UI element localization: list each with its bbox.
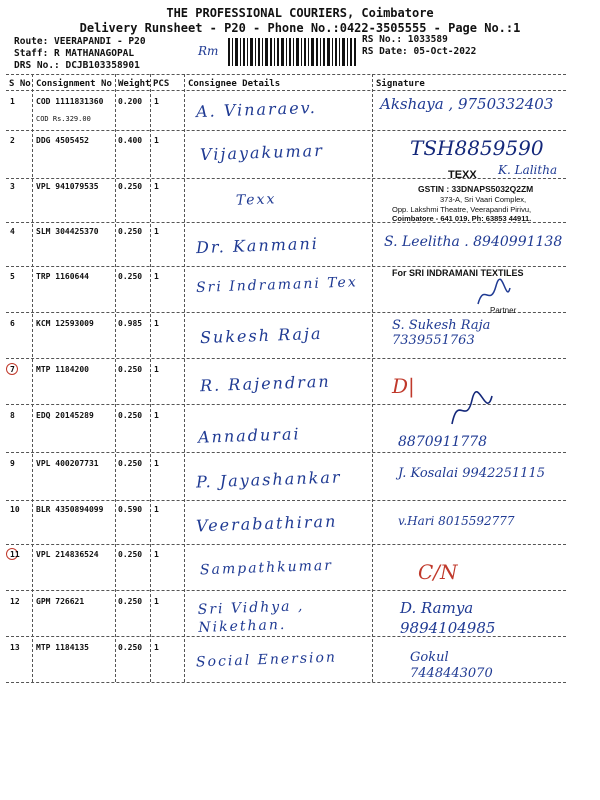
row-pcs: 1 xyxy=(154,505,159,514)
row-consignee: P. Jayashankar xyxy=(195,467,342,492)
row-consignee: Annadurai xyxy=(197,424,301,447)
delivery-signature-scribble xyxy=(446,390,496,430)
row-signature: C/N xyxy=(418,560,458,584)
col-header-sno: S No xyxy=(9,79,31,89)
row-consignment: GPM 726621 xyxy=(36,597,85,606)
row-weight: 0.250 xyxy=(118,365,143,374)
row-consignee: A. Vinaraev. xyxy=(195,97,318,122)
row-consignment: DDG 4505452 xyxy=(36,136,89,145)
row-consignee: Sri Vidhya , Nikethan. xyxy=(197,598,305,636)
row-sno: 5 xyxy=(10,272,15,281)
row-pcs: 1 xyxy=(154,643,159,652)
row-sno: 9 xyxy=(10,459,15,468)
col-header-signature: Signature xyxy=(376,79,425,89)
row-signature: D| xyxy=(392,374,415,398)
row-signature: TSH8859590 xyxy=(410,136,544,160)
row-weight: 0.400 xyxy=(118,136,143,145)
row-sno: 13 xyxy=(10,643,20,652)
row-consignee: Vijayakumar xyxy=(199,140,325,165)
col-header-consignee: Consignee Details xyxy=(188,79,281,89)
row-consignee: Texx xyxy=(235,191,277,209)
handwritten-note: Rm xyxy=(198,44,219,58)
row-sno: 12 xyxy=(10,597,20,606)
barcode xyxy=(228,38,356,66)
partner-label: Partner xyxy=(490,306,517,315)
row-weight: 0.250 xyxy=(118,411,143,420)
row-consignment: VPL 400207731 xyxy=(36,459,99,468)
col-header-pcs: PCS xyxy=(153,79,170,89)
texx-address-line3: Coimbatore - 641 019. Ph: 63853 44911. xyxy=(392,214,532,223)
row-consignee: Dr. Kanmani xyxy=(195,233,320,258)
rs-number: RS No.: 1033589 xyxy=(362,34,448,45)
row-sno: 3 xyxy=(10,182,15,191)
row-sno: 7 xyxy=(10,365,15,374)
row-consignment: SLM 304425370 xyxy=(36,227,99,236)
row-consignee: R. Rajendran xyxy=(199,371,331,396)
row-weight: 0.250 xyxy=(118,459,143,468)
row-weight: 0.250 xyxy=(118,550,143,559)
partner-signature-scribble xyxy=(474,278,514,310)
row-pcs: 1 xyxy=(154,97,159,106)
row-pcs: 1 xyxy=(154,227,159,236)
row-signature: J. Kosalai 9942251115 xyxy=(398,466,545,481)
row-consignee: Sukesh Raja xyxy=(199,323,323,348)
row-signature: 8870911778 xyxy=(398,434,488,450)
row-signature: D. Ramya 9894104985 xyxy=(400,599,496,637)
texx-stamp-name: TEXX xyxy=(448,169,477,181)
company-title: THE PROFESSIONAL COURIERS, Coimbatore xyxy=(166,6,434,20)
row-signature: S. Sukesh Raja 7339551763 xyxy=(392,318,491,348)
col-header-consignment: Consignment No xyxy=(36,79,112,89)
staff-label: Staff: R MATHANAGOPAL xyxy=(14,48,135,59)
row-signature: S. Leelitha . 8940991138 xyxy=(384,234,563,250)
row-consignment: COD 1111831360 xyxy=(36,97,104,106)
row-signature: Gokul 7448443070 xyxy=(410,650,493,681)
row-consignee: Sri Indramani Tex xyxy=(195,274,358,296)
row-pcs: 1 xyxy=(154,459,159,468)
row-consignee: Veerabathiran xyxy=(195,511,338,536)
row-sno: 1 xyxy=(10,97,15,106)
row-pcs: 1 xyxy=(154,136,159,145)
row-consignee: Sampathkumar xyxy=(199,557,334,579)
col-header-weight: Weight xyxy=(118,79,151,89)
drs-number: DRS No.: DCJB103358901 xyxy=(14,60,140,71)
row-consignment: TRP 1160644 xyxy=(36,272,89,281)
row-pcs: 1 xyxy=(154,182,159,191)
texx-address-line1: 373-A, Sri Vaari Complex, xyxy=(440,195,527,204)
row-weight: 0.250 xyxy=(118,227,143,236)
row-pcs: 1 xyxy=(154,365,159,374)
texx-gstin: GSTIN : 33DNAPS5032Q2ZM xyxy=(418,184,534,194)
route-label: Route: VEERAPANDI - P20 xyxy=(14,36,146,47)
row-pcs: 1 xyxy=(154,319,159,328)
row-sno: 11 xyxy=(10,550,20,559)
row-pcs: 1 xyxy=(154,550,159,559)
row-consignment: VPL 214836524 xyxy=(36,550,99,559)
row-consignment: MTP 1184135 xyxy=(36,643,89,652)
row-weight: 0.250 xyxy=(118,182,143,191)
row-consignment: EDQ 20145289 xyxy=(36,411,94,420)
row-consignment: KCM 12593009 xyxy=(36,319,94,328)
indramani-stamp: For SRI INDRAMANI TEXTILES xyxy=(392,268,524,278)
row-sno: 10 xyxy=(10,505,20,514)
rs-date: RS Date: 05-Oct-2022 xyxy=(362,46,477,57)
row-signature: Akshaya , 9750332403 xyxy=(380,95,554,113)
runsheet-subtitle: Delivery Runsheet - P20 - Phone No.:0422-3505555 - Page No.:1 xyxy=(79,21,521,35)
row-signature: v.Hari 8015592777 xyxy=(398,514,515,528)
row-weight: 0.200 xyxy=(118,97,143,106)
row-weight: 0.250 xyxy=(118,272,143,281)
texx-stamp-signature: K. Lalitha xyxy=(498,163,558,177)
row-cod-amount: COD Rs.329.00 xyxy=(36,115,91,123)
row-pcs: 1 xyxy=(154,411,159,420)
texx-address-line2: Opp. Lakshmi Theatre, Veerapandi Pirivu, xyxy=(392,205,532,214)
row-weight: 0.250 xyxy=(118,597,143,606)
row-pcs: 1 xyxy=(154,597,159,606)
row-pcs: 1 xyxy=(154,272,159,281)
row-consignment: MTP 1184200 xyxy=(36,365,89,374)
row-consignment: VPL 941079535 xyxy=(36,182,99,191)
row-weight: 0.590 xyxy=(118,505,143,514)
row-weight: 0.250 xyxy=(118,643,143,652)
row-consignment: BLR 4350894099 xyxy=(36,505,104,514)
row-consignee: Social Enersion xyxy=(195,649,338,671)
row-sno: 2 xyxy=(10,136,15,145)
row-weight: 0.985 xyxy=(118,319,143,328)
barcode-graphic xyxy=(228,38,356,66)
row-sno: 6 xyxy=(10,319,15,328)
row-sno: 8 xyxy=(10,411,15,420)
row-sno: 4 xyxy=(10,227,15,236)
